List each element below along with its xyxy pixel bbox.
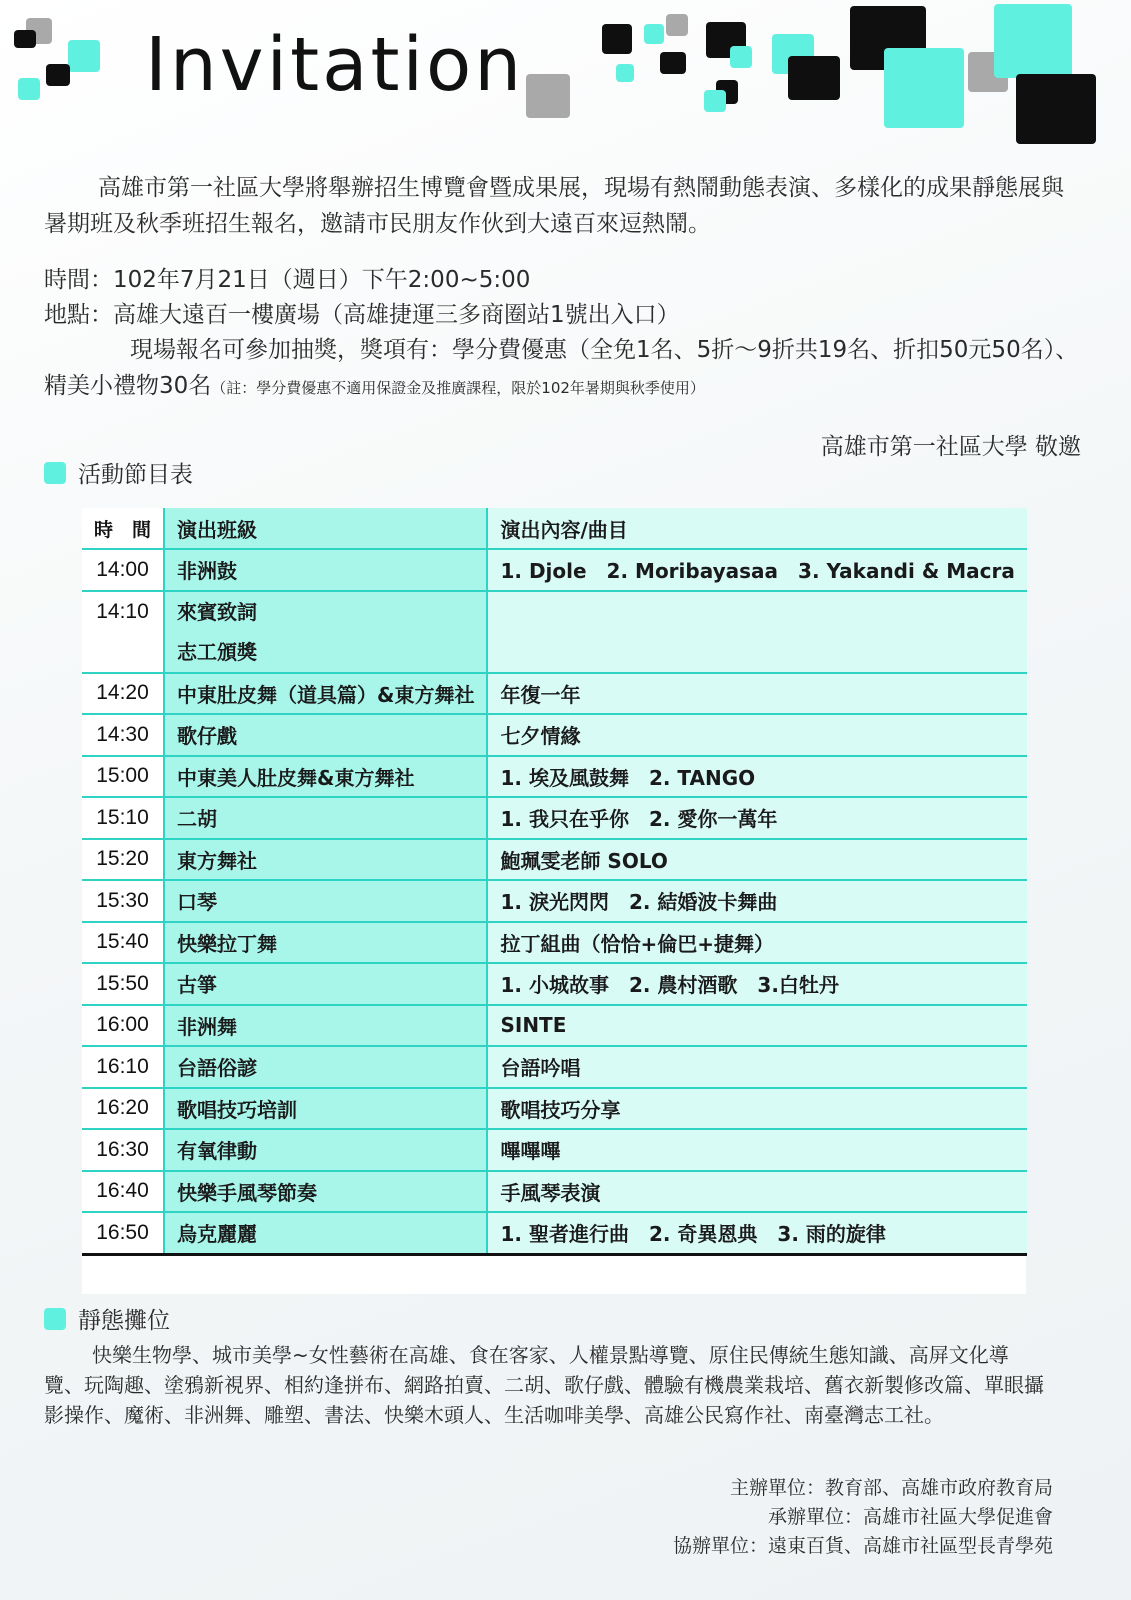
row-content: 台語吟唱 xyxy=(487,1046,1026,1088)
table-row xyxy=(82,1212,1027,1254)
row-time: 14:10 xyxy=(82,591,164,673)
decor-square xyxy=(994,4,1072,78)
row-content: 七夕情緣 xyxy=(487,714,1026,756)
row-class: 歌仔戲 xyxy=(164,714,487,756)
row-time: 15:40 xyxy=(82,922,164,964)
row-content: 嗶嗶嗶 xyxy=(487,1129,1026,1171)
booths-heading xyxy=(44,1302,170,1335)
row-class xyxy=(164,591,487,673)
table-row xyxy=(82,963,1027,1005)
row-time: 16:50 xyxy=(82,1212,164,1254)
schedule-table xyxy=(82,508,1027,1256)
row-class: 有氧律動 xyxy=(164,1129,487,1171)
table-row xyxy=(82,673,1027,715)
row-time: 16:20 xyxy=(82,1088,164,1130)
row-class: 口琴 xyxy=(164,880,487,922)
decor-square xyxy=(730,46,752,68)
lottery-text: 現場報名可參加抽獎，獎項有：學分費優惠（全免1名、5折～9折共19名、折扣50元50名）、精美小禮物30名 xyxy=(44,337,1079,399)
header-content: 演出內容/曲目 xyxy=(487,508,1026,549)
co-organizer-line: 協辦單位：遠東百貨、高雄市社區型長青學苑 xyxy=(672,1535,1053,1557)
row-content xyxy=(487,591,1026,673)
footer-credits xyxy=(673,1474,1053,1561)
event-time: 時間：102年7月21日（週日）下午2:00~5:00 xyxy=(44,267,531,293)
table-header-row xyxy=(82,508,1027,549)
row-class: 中東美人肚皮舞&東方舞社 xyxy=(164,756,487,798)
row-class: 快樂手風琴節奏 xyxy=(164,1171,487,1213)
row-content: 1. 埃及風鼓舞 2. TANGO xyxy=(487,756,1026,798)
row-time: 15:20 xyxy=(82,839,164,881)
lottery-paragraph xyxy=(44,332,1084,406)
row-class: 古箏 xyxy=(164,963,487,1005)
row-time: 16:10 xyxy=(82,1046,164,1088)
decor-square xyxy=(14,30,36,48)
decor-square xyxy=(666,14,688,36)
decor-square xyxy=(602,24,632,54)
row-content: 鮑珮雯老師 SOLO xyxy=(487,839,1026,881)
table-row xyxy=(82,797,1027,839)
row-content: 1. 小城故事 2. 農村酒歌 3.白牡丹 xyxy=(487,963,1026,1005)
row-class: 非洲鼓 xyxy=(164,549,487,591)
decor-square xyxy=(18,78,40,100)
row-content: 1. 淚光閃閃 2. 結婚波卡舞曲 xyxy=(487,880,1026,922)
row-class-line: 來賓致詞 xyxy=(177,599,258,624)
row-class: 烏克麗麗 xyxy=(164,1212,487,1254)
decor-square xyxy=(68,40,100,72)
event-place: 地點：高雄大遠百一樓廣場（高雄捷運三多商圈站1號出入口） xyxy=(44,302,680,328)
row-content: 拉丁組曲（恰恰+倫巴+捷舞） xyxy=(487,922,1026,964)
bullet-square-icon xyxy=(44,1308,66,1330)
signature-line: 高雄市第一社區大學 敬邀 xyxy=(820,434,1081,460)
row-time: 14:30 xyxy=(82,714,164,756)
intro-paragraph: 高雄市第一社區大學將舉辦招生博覽會暨成果展，現場有熱鬧動態表演、多樣化的成果靜態展與暑期班及秋季班招生報名，邀請市民朋友作伙到大遠百來逗熱鬧。 xyxy=(44,175,1064,237)
booths-heading-text: 靜態攤位 xyxy=(78,1308,170,1334)
row-time: 15:00 xyxy=(82,756,164,798)
decor-square xyxy=(616,64,634,82)
table-row xyxy=(82,591,1027,673)
row-class: 歌唱技巧培訓 xyxy=(164,1088,487,1130)
row-time: 16:00 xyxy=(82,1005,164,1047)
table-row xyxy=(82,922,1027,964)
row-content: 1. 聖者進行曲 2. 奇異恩典 3. 雨的旋律 xyxy=(487,1212,1026,1254)
row-content: 歌唱技巧分享 xyxy=(487,1088,1026,1130)
decor-square xyxy=(704,90,726,112)
table-row xyxy=(82,1046,1027,1088)
row-content: 年復一年 xyxy=(487,673,1026,715)
row-class: 快樂拉丁舞 xyxy=(164,922,487,964)
decor-square xyxy=(884,48,964,128)
decor-square xyxy=(788,56,840,100)
schedule-heading xyxy=(44,456,193,489)
row-time: 15:50 xyxy=(82,963,164,1005)
row-class-line: 志工頒獎 xyxy=(177,639,258,664)
decor-square xyxy=(1016,74,1096,144)
table-row xyxy=(82,1171,1027,1213)
table-row xyxy=(82,839,1027,881)
row-class: 東方舞社 xyxy=(164,839,487,881)
table-row xyxy=(82,1005,1027,1047)
row-content: 1. 我只在乎你 2. 愛你一萬年 xyxy=(487,797,1026,839)
row-time: 14:20 xyxy=(82,673,164,715)
decor-square xyxy=(644,24,664,44)
row-content: SINTE xyxy=(487,1005,1026,1047)
decor-square xyxy=(46,64,70,86)
schedule-heading-text: 活動節目表 xyxy=(78,462,193,488)
table-row xyxy=(82,756,1027,798)
header-class: 演出班級 xyxy=(164,508,487,549)
bullet-square-icon xyxy=(44,462,66,484)
row-content: 手風琴表演 xyxy=(487,1171,1026,1213)
header-time: 時 間 xyxy=(82,508,164,549)
row-time: 15:30 xyxy=(82,880,164,922)
row-class: 非洲舞 xyxy=(164,1005,487,1047)
row-time: 15:10 xyxy=(82,797,164,839)
executor-line: 承辦單位：高雄市社區大學促進會 xyxy=(767,1506,1053,1528)
page-title: Invitation xyxy=(145,22,525,108)
schedule-table-panel xyxy=(82,508,1026,1294)
table-row xyxy=(82,1088,1027,1130)
table-row xyxy=(82,1129,1027,1171)
lottery-note: （註：學分費優惠不適用保證金及推廣課程，限於102年暑期與秋季使用） xyxy=(211,379,705,397)
table-row xyxy=(82,880,1027,922)
row-time: 14:00 xyxy=(82,549,164,591)
booths-text: 快樂生物學、城市美學~女性藝術在高雄、食在客家、人權景點導覽、原住民傳統生態知識、高屏文化導覽、玩陶趣、塗鴉新視界、相約逢拼布、網路拍賣、二胡、歌仔戲、體驗有機農業栽培、舊衣新製修改篇、單眼攝影操作、魔術、非洲舞、雕塑、書法、快樂木頭人、生活咖啡美學、高雄公民寫作社、南臺灣志工社。 xyxy=(44,1343,1044,1427)
row-content: 1. Djole 2. Moribayasaa 3. Yakandi & Macra xyxy=(487,549,1026,591)
table-row xyxy=(82,714,1027,756)
row-class: 二胡 xyxy=(164,797,487,839)
decor-square xyxy=(660,52,686,74)
row-class: 中東肚皮舞（道具篇）&東方舞社 xyxy=(164,673,487,715)
row-time: 16:40 xyxy=(82,1171,164,1213)
decor-square xyxy=(526,74,570,118)
row-time: 16:30 xyxy=(82,1129,164,1171)
organizer-line: 主辦單位：教育部、高雄市政府教育局 xyxy=(729,1477,1053,1499)
table-row xyxy=(82,549,1027,591)
row-class: 台語俗諺 xyxy=(164,1046,487,1088)
